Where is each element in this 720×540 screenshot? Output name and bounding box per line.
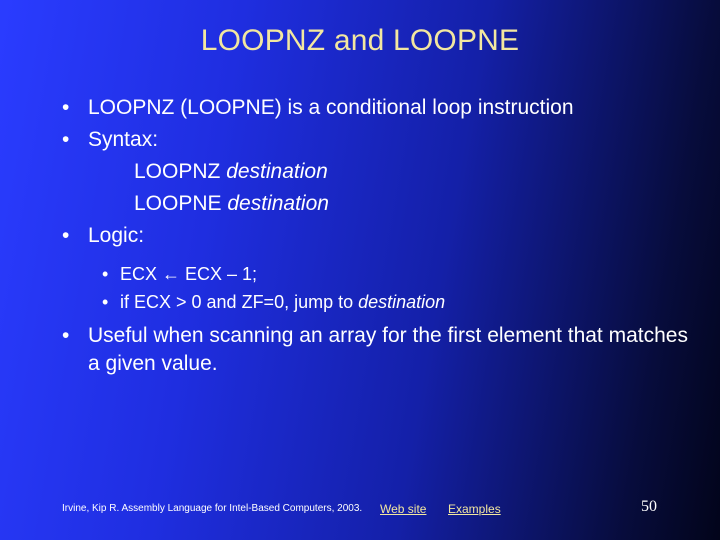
sub-bullet-text: if ECX > 0 and ZF=0, jump to (120, 292, 359, 312)
syntax-keyword: LOOPNE (134, 192, 228, 215)
bullet-dot-icon: • (102, 264, 109, 284)
page-number: 50 (641, 498, 657, 515)
bullet-dot-icon: • (62, 224, 70, 247)
bullet-dot-icon: • (62, 128, 70, 151)
bullet-text: Logic: (88, 224, 145, 247)
syntax-operand: destination (227, 192, 329, 215)
bullet-text: Syntax: (88, 128, 159, 151)
bullet-text: LOOPNZ (LOOPNE) is a conditional loop instruction (88, 96, 574, 119)
bullet-item (62, 92, 702, 124)
syntax-line (62, 188, 702, 220)
sub-bullet-text: ECX ← ECX – 1; (120, 264, 258, 284)
sub-bullet-item (62, 288, 702, 316)
bullet-dot-icon: • (102, 292, 109, 312)
sub-bullet-item (62, 260, 702, 288)
examples-link[interactable]: Examples (448, 502, 501, 516)
syntax-operand: destination (226, 160, 328, 183)
web-site-link[interactable]: Web site (380, 502, 427, 516)
bullet-item (62, 322, 702, 378)
footer-citation: Irvine, Kip R. Assembly Language for Intel-Based Computers, 2003. (62, 503, 363, 514)
bullet-text: Useful when scanning an array for the first element that matches a given value. (88, 324, 688, 375)
bullet-dot-icon: • (62, 96, 70, 119)
bullet-dot-icon: • (62, 324, 70, 347)
bullet-item (62, 124, 702, 156)
bullet-item (62, 220, 702, 252)
bullet-list (62, 92, 702, 378)
syntax-line (62, 156, 702, 188)
slide-title: LOOPNZ and LOOPNE (200, 24, 520, 57)
sub-bullet-emphasis: destination (358, 292, 446, 312)
syntax-keyword: LOOPNZ (134, 160, 227, 183)
